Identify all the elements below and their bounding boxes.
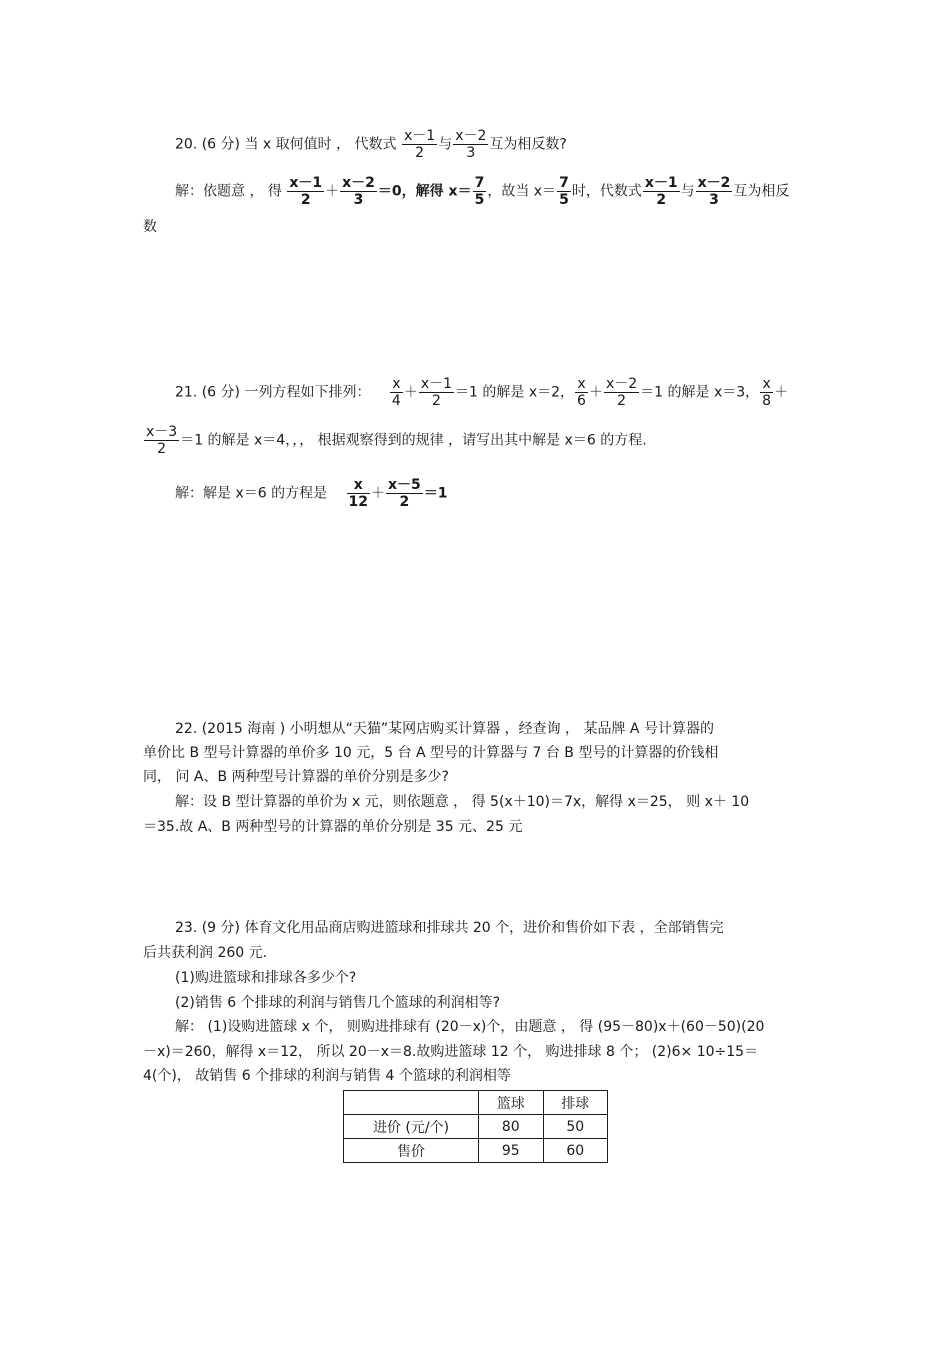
table-header-row [344,1091,608,1115]
fraction: $\frac{x}{4}$ [391,376,401,409]
fraction: $\frac{x}{12}$ [348,477,369,510]
fraction: $\frac{x-3}{2}$ [146,424,178,457]
fraction: $\frac{x-5}{2}$ [388,477,421,510]
q23-line-2: 后共获利润 260 元. [143,945,268,961]
q20-question: 20. (6 分) 当 x 取何值时 ， 代数式 $\frac{x-1}{2}$ 与 $\frac{x-2}{3}$ 互为相反数? [175,128,567,161]
fraction: $\frac{7}{5}$ [474,175,485,208]
q22-line-1: 22. (2015 海南 ) 小明想从“天猫”某网店购买计算器 ，经查询 ， 某品牌 A 号计算器的 [175,721,714,737]
q22-line-3: 同， 问 A、B 两种型号计算器的单价分别是多少? [143,769,449,785]
q23-solution-2: －x)＝260，解得 x＝12， 所以 20－x＝8.故购进篮球 12 个， 购进排球 8 个； (2)6× 10÷15＝ [143,1044,759,1060]
q21-solution: 解：解是 x＝6 的方程是 $\frac{x}{12}$ ＋ $\frac{x-5}{2}$ ＝1 [175,477,448,510]
fraction: $\frac{x}{8}$ [762,376,772,409]
fraction: $\frac{x-1}{2}$ [289,175,323,208]
q22-line-2: 单价比 B 型号计算器的单价多 10 元，5 台 A 型号的计算器与 7 台 B 型号的计算器的价钱相 [143,745,719,761]
q21-question-cont: $\frac{x-3}{2}$ ＝1 的解是 x＝4，，， 根据观察得到的规律 ，请写出其中解是 x＝6 的方程. [146,424,647,457]
q20-solution-cont: 数 [143,219,157,235]
table-cell: 60 [543,1139,608,1163]
q22-solution-2: ＝35.故 A、B 两种型号的计算器的单价分别是 35 元、25 元 [143,819,523,835]
fraction: $\frac{x-2}{2}$ [605,376,638,409]
table-cell: 80 [479,1115,544,1139]
table-row [344,1115,608,1139]
fraction: $\frac{x-1}{2}$ [404,128,436,161]
table-header-cell: 排球 [543,1091,608,1115]
table-header-cell: 篮球 [479,1091,544,1115]
q23-solution-3: 4(个)， 故销售 6 个排球的利润与销售 4 个篮球的利润相等 [143,1068,511,1084]
fraction: $\frac{x}{6}$ [577,376,586,409]
table-row-label: 售价 [344,1139,479,1163]
q20-solution: 解：依题意 ， 得 $\frac{x-1}{2}$ ＋ $\frac{x-2}{3}$ ＝0，解得 x＝ $\frac{7}{5}$ ，故当 x＝ $\frac{7}{5}$ 时，代数式 $\frac{x-1}{2}$ 与 $\frac{x-2}{3}$ 互为相反 [175,175,790,208]
q23-line-3: (1)购进篮球和排球各多少个? [175,970,357,986]
q21-question: 21. (6 分) 一列方程如下排列： $\frac{x}{4}$ ＋ $\frac{x-1}{2}$ ＝1 的解是 x＝2， $\frac{x}{6}$ ＋ $\frac{x-2}{2}$ ＝1 的解是 x＝3， $\frac{x}{8}$ ＋ [175,376,789,409]
fraction: $\frac{x-2}{3}$ [342,175,375,208]
q23-line-4: (2)销售 6 个排球的利润与销售几个篮球的利润相等? [175,995,501,1011]
table-row-label: 进价 (元/个) [344,1115,479,1139]
q22-solution-1: 解：设 B 型计算器的单价为 x 元，则依题意 ， 得 5(x＋10)＝7x，解得 x＝25， 则 x＋ 10 [175,794,750,810]
fraction: $\frac{x-2}{3}$ [697,175,731,208]
fraction: $\frac{x-1}{2}$ [420,376,453,409]
table-cell: 95 [479,1139,544,1163]
table-header-cell [344,1091,479,1115]
table-row [344,1139,608,1163]
fraction: $\frac{x-2}{3}$ [455,128,487,161]
price-table [343,1090,608,1163]
q23-line-1: 23. (9 分) 体育文化用品商店购进篮球和排球共 20 个，进价和售价如下表 ，全部销售完 [175,920,724,936]
q20-prefix: 20. (6 分) 当 x 取何值时 ， 代数式 [175,136,397,153]
fraction: $\frac{x-1}{2}$ [644,175,678,208]
table-cell: 50 [543,1115,608,1139]
q23-solution-1: 解： (1)设购进篮球 x 个， 则购进排球有 (20－x)个，由题意 ， 得 (95－80)x＋(60－50)(20 [175,1019,765,1035]
fraction: $\frac{7}{5}$ [559,175,569,208]
